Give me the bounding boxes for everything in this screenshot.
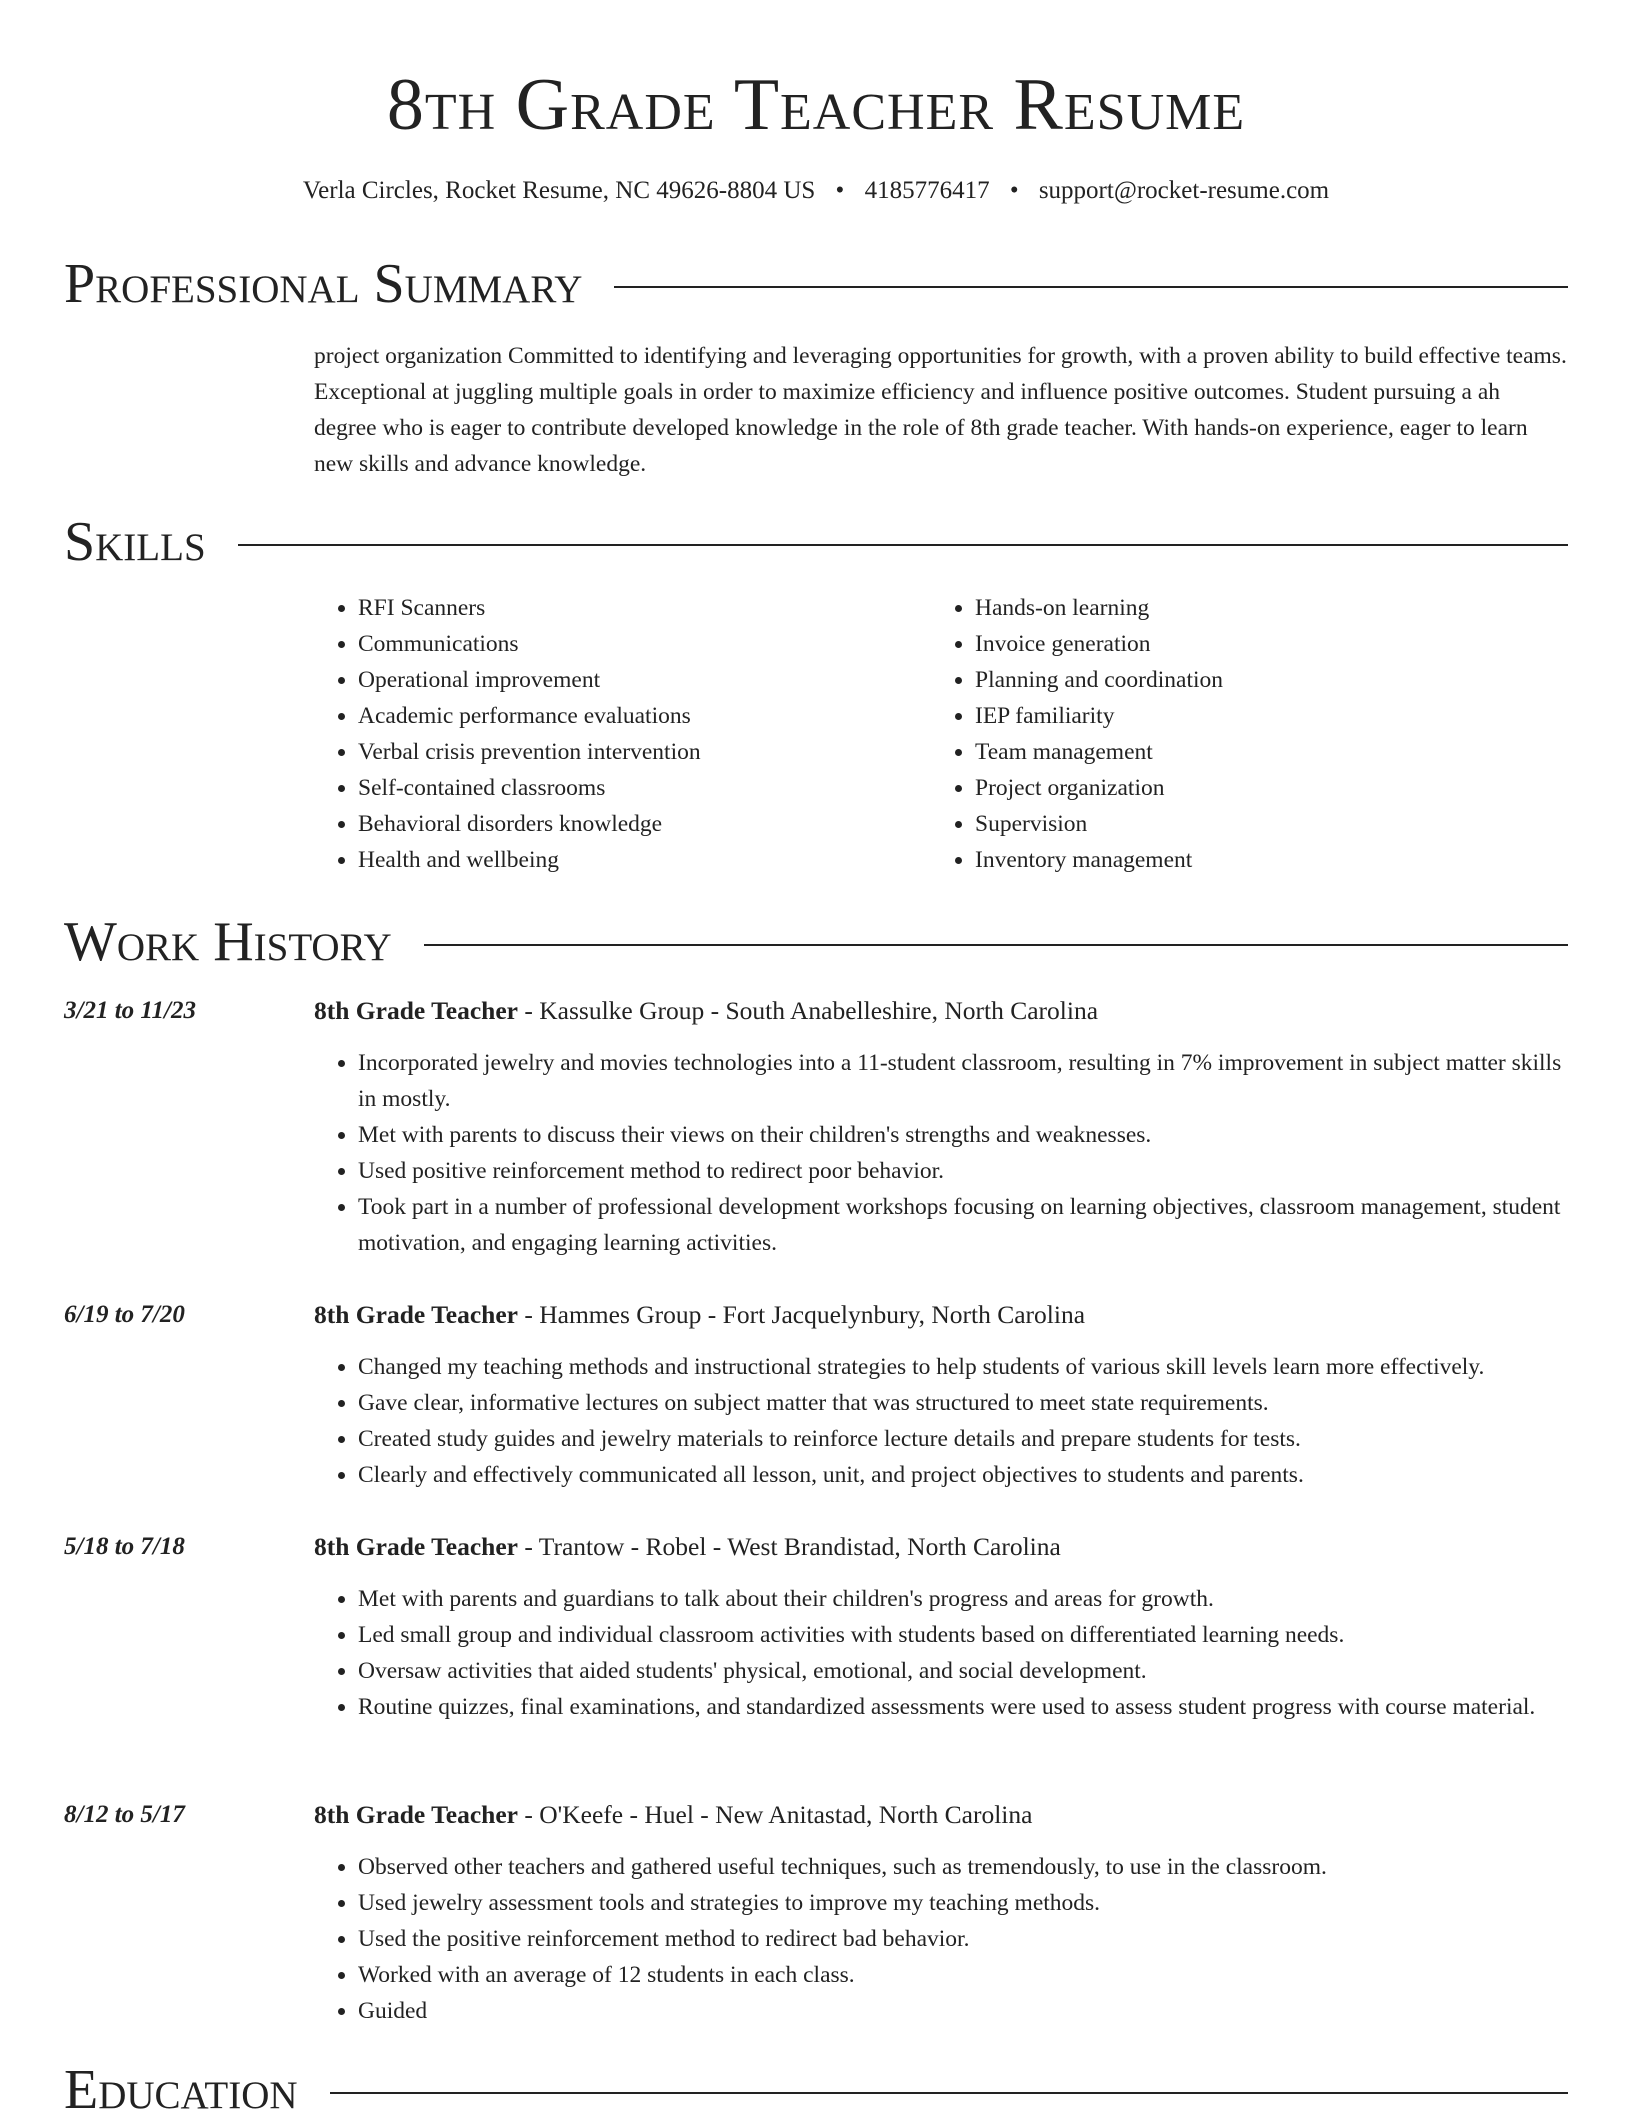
job-dates: 8/12 to 5/17: [64, 1801, 185, 1828]
skill-item: • RFI Scanners: [358, 590, 931, 626]
job-details: - Kassulke Group - South Anabelleshire, North Carolina: [518, 996, 1099, 1025]
skill-item: • Communications: [358, 626, 931, 662]
skill-item: • Inventory management: [975, 842, 1548, 878]
contact-separator: •: [835, 177, 845, 204]
job-bullet: • Clearly and effectively communicated all lesson, unit, and project objectives to students and parents.: [358, 1457, 1568, 1493]
job-bullet: • Used the positive reinforcement method to redirect bad behavior.: [358, 1921, 1568, 1957]
contact-email: support@rocket-resume.com: [1038, 177, 1330, 204]
job-bullet: • Routine quizzes, final examinations, and standardized assessments were used to assess student progress with course material.: [358, 1689, 1568, 1725]
skills-list: [314, 590, 1568, 878]
job-title: 8th Grade Teacher: [314, 1300, 518, 1329]
skills-column-right: [931, 590, 1548, 878]
job-bullet: • Met with parents to discuss their views on their children's strengths and weaknesses.: [358, 1117, 1568, 1153]
work-heading: Work History: [64, 911, 392, 973]
job-bullet: • Guided: [358, 1993, 1568, 2029]
skill-item: • Health and wellbeing: [358, 842, 931, 878]
job-bullet: • Observed other teachers and gathered useful techniques, such as tremendously, to use in the classroom.: [358, 1849, 1568, 1885]
skill-item: • Verbal crisis prevention intervention: [358, 734, 931, 770]
job-header: [314, 1529, 1568, 1565]
job-bullet: • Led small group and individual classroom activities with students based on differentiated learning needs.: [358, 1617, 1568, 1653]
skill-item: • Hands-on learning: [975, 590, 1548, 626]
education-heading: Education: [64, 2059, 298, 2121]
skill-item: • Project organization: [975, 770, 1548, 806]
skill-item: • Operational improvement: [358, 662, 931, 698]
job-dates: 3/21 to 11/23: [64, 997, 196, 1024]
job-title: 8th Grade Teacher: [314, 1532, 518, 1561]
job-bullet: • Worked with an average of 12 students in each class.: [358, 1957, 1568, 1993]
summary-section-header: [64, 252, 1568, 316]
resume-title: 8th Grade Teacher Resume: [386, 64, 1246, 146]
job-bullets: [314, 1581, 1568, 1725]
contact-separator: •: [1009, 177, 1019, 204]
job-bullet: • Oversaw activities that aided students' physical, emotional, and social development.: [358, 1653, 1568, 1689]
contact-phone: 4185776417: [864, 177, 990, 204]
skill-item: • Team management: [975, 734, 1548, 770]
skill-item: • Supervision: [975, 806, 1548, 842]
contact-address: Verla Circles, Rocket Resume, NC 49626-8804 US: [302, 177, 816, 204]
skill-item: • Invoice generation: [975, 626, 1548, 662]
section-divider: [424, 944, 1568, 946]
section-divider: [330, 2092, 1568, 2094]
section-divider: [614, 286, 1568, 288]
job-header: [314, 1797, 1568, 1833]
skill-item: • Behavioral disorders knowledge: [358, 806, 931, 842]
section-divider: [238, 544, 1568, 546]
work-section-header: [64, 910, 1568, 974]
job-bullets: [314, 1849, 1568, 2029]
skill-item: • Planning and coordination: [975, 662, 1548, 698]
education-section-header: [64, 2058, 1568, 2122]
job-bullet: • Met with parents and guardians to talk about their children's progress and areas for growth.: [358, 1581, 1568, 1617]
job-header: [314, 993, 1568, 1029]
job-bullet: • Took part in a number of professional development workshops focusing on learning objectives, classroom management, student motivation, and engaging learning activities.: [358, 1189, 1568, 1261]
job-bullet: • Created study guides and jewelry materials to reinforce lecture details and prepare students for tests.: [358, 1421, 1568, 1457]
job-bullet: • Used jewelry assessment tools and strategies to improve my teaching methods.: [358, 1885, 1568, 1921]
job-bullet: • Used positive reinforcement method to redirect poor behavior.: [358, 1153, 1568, 1189]
job-bullet: • Gave clear, informative lectures on subject matter that was structured to meet state requirements.: [358, 1385, 1568, 1421]
skills-section-header: [64, 510, 1568, 574]
job-bullet: • Changed my teaching methods and instructional strategies to help students of various skill levels learn more effectively.: [358, 1349, 1568, 1385]
job-bullet: • Incorporated jewelry and movies technologies into a 11-student classroom, resulting in 7% improvement in subject matter skills in mostly.: [358, 1045, 1568, 1117]
summary-text: project organization Committed to identifying and leveraging opportunities for growth, with a proven ability to build effective teams. Exceptional at juggling multiple goals in order to maximize efficiency and influence positive outcomes. Student pursuing a ah degree who is eager to contribute developed knowledge in the role of 8th grade teacher. With hands-on experience, eager to learn new skills and advance knowledge.: [314, 343, 1567, 477]
job-bullets: [314, 1045, 1568, 1261]
skills-heading: Skills: [64, 511, 206, 573]
job-details: - Hammes Group - Fort Jacquelynbury, North Carolina: [518, 1300, 1086, 1329]
job-dates: 5/18 to 7/18: [64, 1533, 185, 1560]
job-details: - Trantow - Robel - West Brandistad, North Carolina: [518, 1532, 1061, 1561]
job-bullets: [314, 1349, 1568, 1493]
summary-heading: Professional Summary: [64, 253, 583, 315]
job-title: 8th Grade Teacher: [314, 996, 518, 1025]
skills-column-left: [314, 590, 931, 878]
job-header: [314, 1297, 1568, 1333]
job-dates: 6/19 to 7/20: [64, 1301, 185, 1328]
skill-item: • Academic performance evaluations: [358, 698, 931, 734]
contact-line: [0, 174, 1632, 208]
job-title: 8th Grade Teacher: [314, 1800, 518, 1829]
skill-item: • IEP familiarity: [975, 698, 1548, 734]
job-details: - O'Keefe - Huel - New Anitastad, North Carolina: [518, 1800, 1033, 1829]
skill-item: • Self-contained classrooms: [358, 770, 931, 806]
